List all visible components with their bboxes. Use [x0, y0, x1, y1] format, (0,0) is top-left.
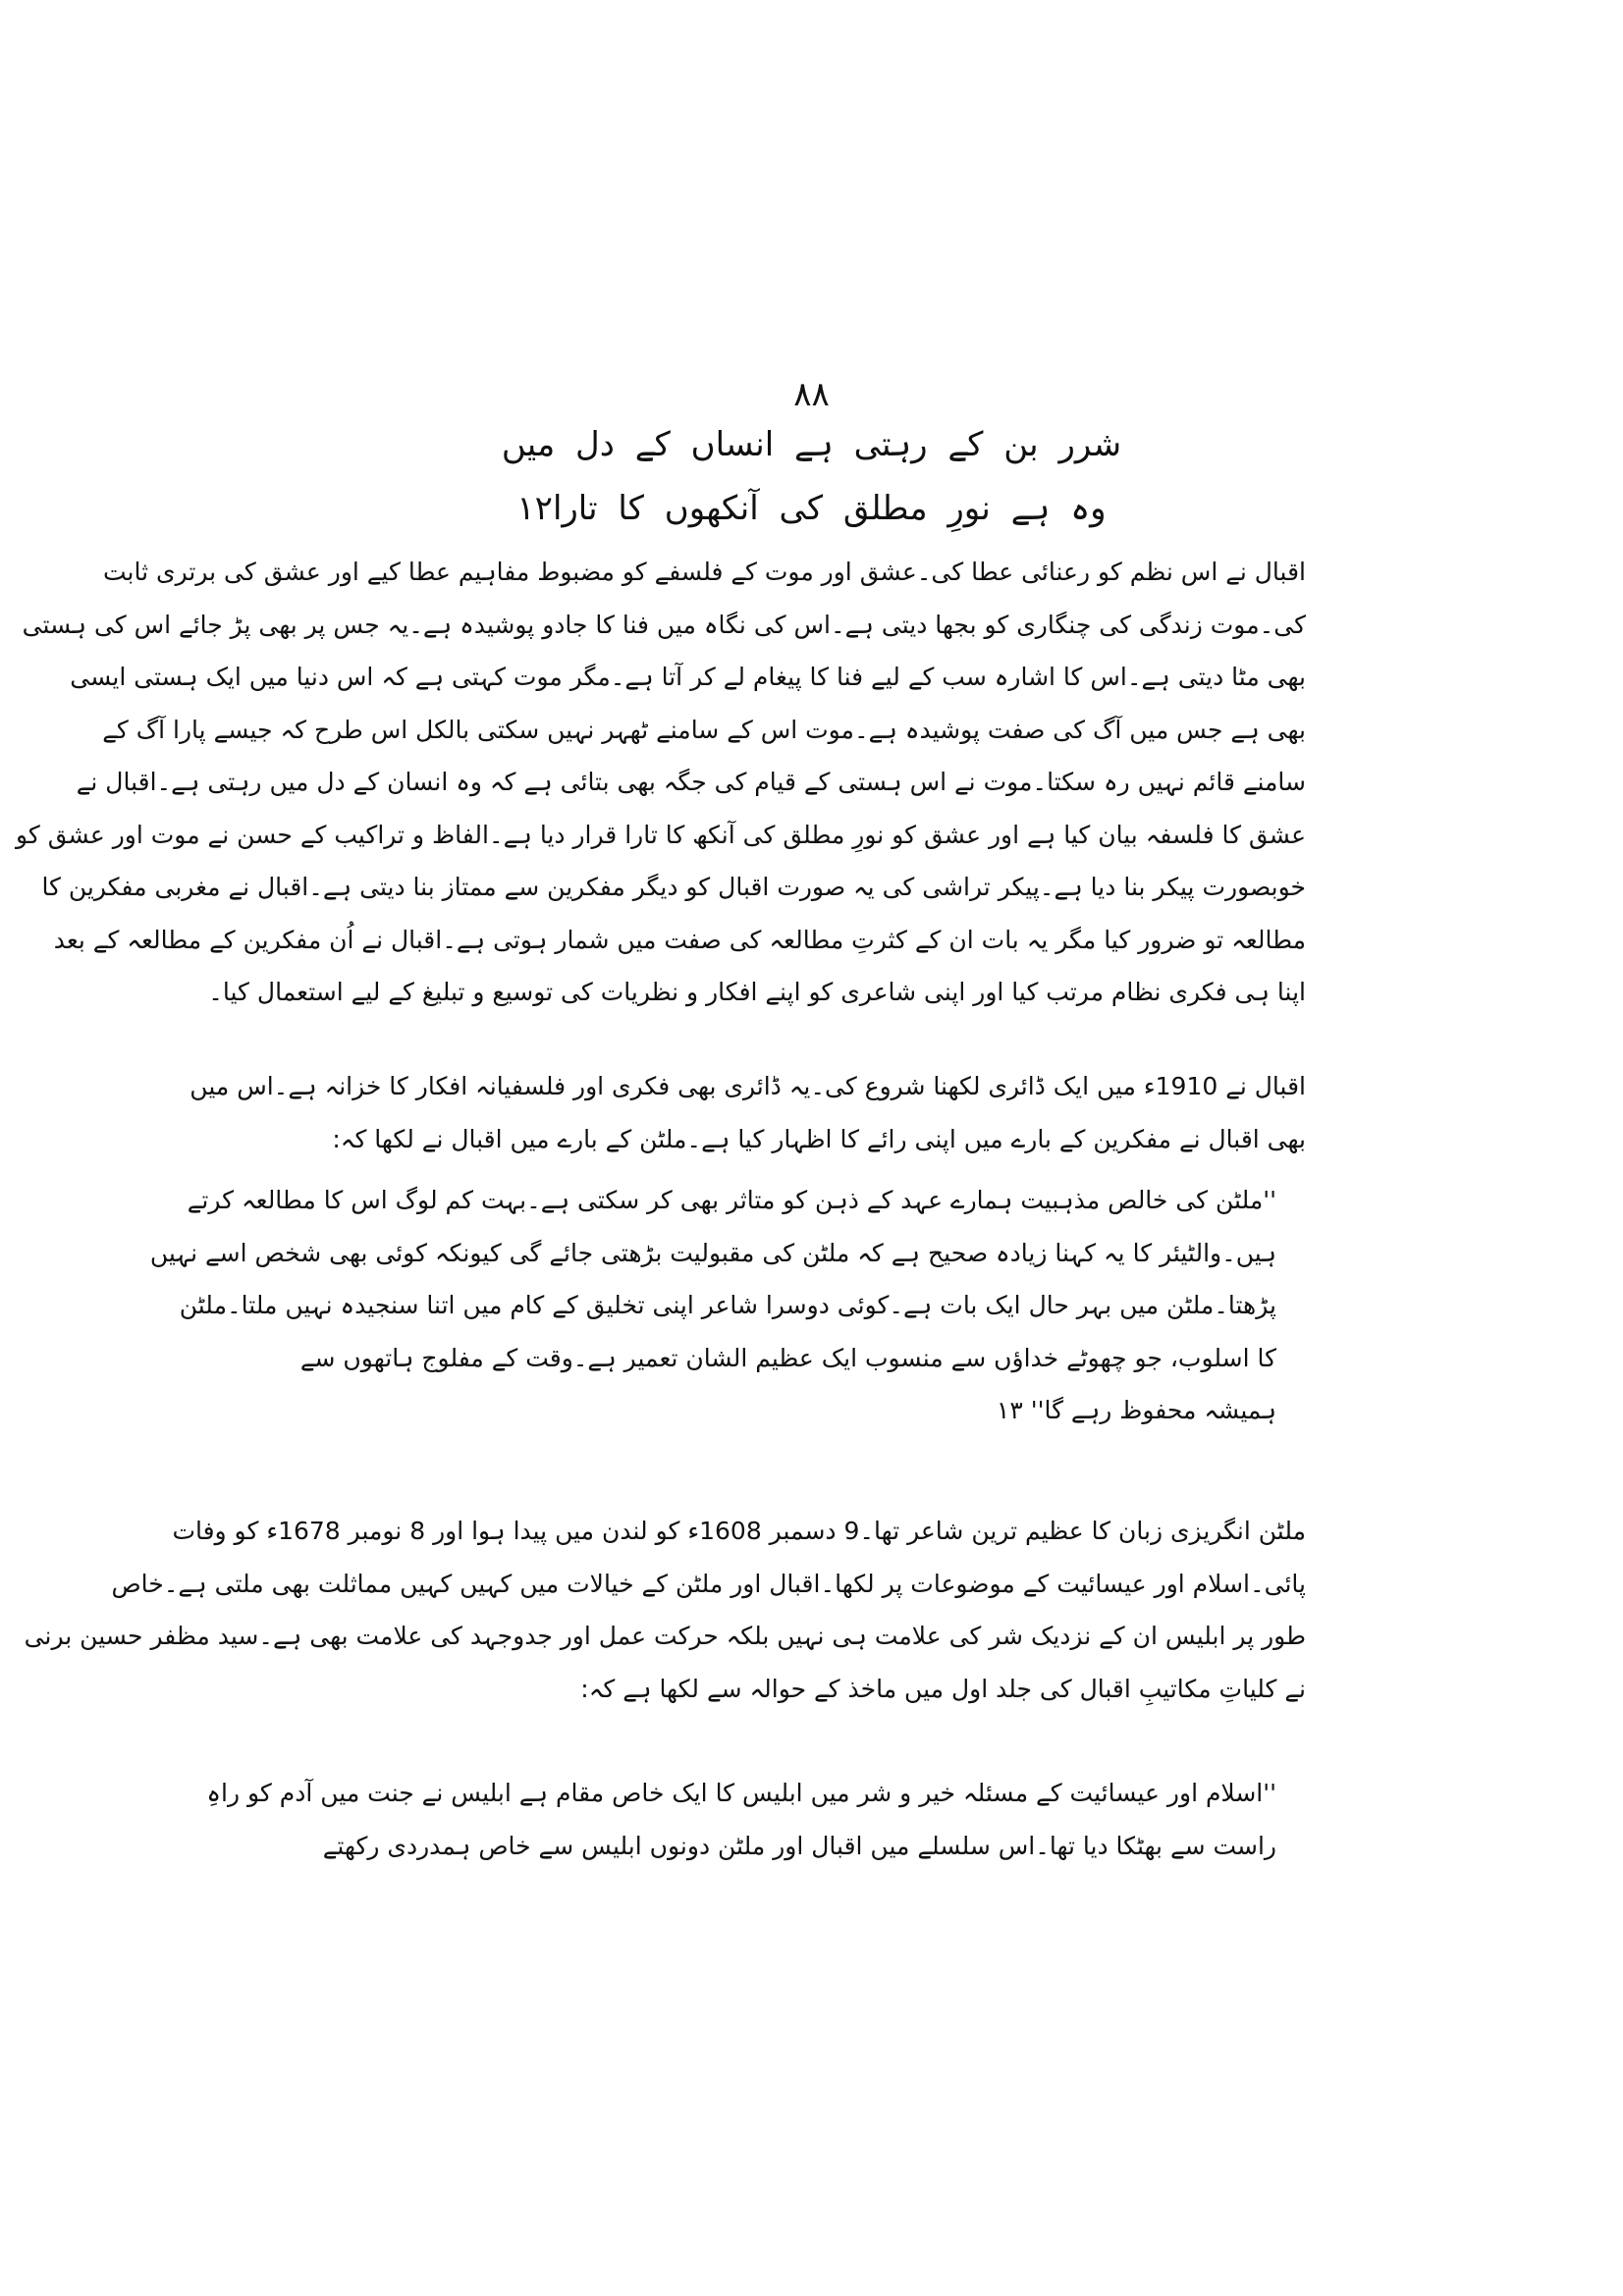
- quote-line: کا اسلوب، جو چھوٹے خداؤں سے منسوب ایک عظیم الشان تعمیر ہے۔وقت کے مفلوج ہاتھوں سے: [299, 1343, 1276, 1372]
- block-quote-1: [149, 1174, 1276, 1437]
- quote-line: ہمیشہ محفوظ رہے گا'' ۱۳: [996, 1396, 1276, 1424]
- paragraph-line: اقبال نے اس نظم کو رعنائی عطا کی۔عشق اور موت کے فلسفے کو مضبوط مفاہیم عطا کیے اور عشق کی برتری ثابت: [103, 558, 1306, 586]
- paragraph-line: ملٹن انگریزی زبان کا عظیم ترین شاعر تھا۔9 دسمبر 1608ء کو لندن میں پیدا ہوا اور 8 نومبر 1678ء کو وفات: [172, 1517, 1306, 1545]
- paragraph-1: [15, 546, 1306, 1019]
- paragraph-line: طور پر ابلیس ان کے نزدیک شر کی علامت ہی نہیں بلکہ حرکت عمل اور جدوجہد کی علامت بھی ہے۔سید مظفر حسین برنی: [24, 1622, 1306, 1650]
- quote-line: پڑھتا۔ملٹن میں بہر حال ایک بات ہے۔کوئی دوسرا شاعر اپنی تخلیق کے کام میں اتنا سنجیدہ نہیں ملتا۔ملٹن: [179, 1291, 1276, 1319]
- paragraph-line: پائی۔اسلام اور عیسائیت کے موضوعات پر لکھا۔اقبال اور ملٹن کے خیالات میں کہیں کہیں مماثلت بھی ملتی ہے۔خاص: [111, 1569, 1306, 1598]
- paragraph-line: بھی ہے جس میں آگ کی صفت پوشیدہ ہے۔موت اس کے سامنے ٹھہر نہیں سکتی بالکل اس طرح کہ جیسے پارا آگ کے: [102, 715, 1306, 744]
- paragraph-line: عشق کا فلسفہ بیان کیا ہے اور عشق کو نورِ مطلق کی آنکھ کا تارا قرار دیا ہے۔الفاظ و تراکیب کے حسن نے موت اور عشق کو: [15, 820, 1306, 849]
- quote-line: ''ملٹن کی خالص مذہبیت ہمارے عہد کے ذہن کو متاثر بھی کر سکتی ہے۔بہت کم لوگ اس کا مطالعہ کرتے: [187, 1186, 1276, 1214]
- paragraph-line: اقبال نے 1910ء میں ایک ڈائری لکھنا شروع کی۔یہ ڈائری بھی فکری اور فلسفیانہ افکار کا خزانہ ہے۔اس میں: [189, 1072, 1306, 1100]
- paragraph-3: [24, 1505, 1306, 1715]
- quote-line: ''اسلام اور عیسائیت کے مسئلہ خیر و شر میں ابلیس کا ایک خاص مقام ہے ابلیس نے جنت میں آدم کو راہِ: [206, 1779, 1276, 1807]
- block-quote-2: [206, 1767, 1276, 1872]
- quote-line: راست سے بھٹکا دیا تھا۔اس سلسلے میں اقبال اور ملٹن دونوں ابلیس سے خاص ہمدردی رکھتے: [322, 1831, 1276, 1860]
- paragraph-line: کی۔موت زندگی کی چنگاری کو بجھا دیتی ہے۔اس کی نگاہ میں فنا کا جادو پوشیدہ ہے۔یہ جس پر بھی پڑ جائے اس کی ہستی: [22, 610, 1306, 639]
- paragraph-line: بھی مٹا دیتی ہے۔اس کا اشارہ سب کے لیے فنا کا پیغام لے کر آتا ہے۔مگر موت کہتی ہے کہ اس دنیا میں ایک ہستی ایسی: [70, 663, 1306, 691]
- paragraph-line: نے کلیاتِ مکاتیبِ اقبال کی جلد اول میں ماخذ کے حوالہ سے لکھا ہے کہ:: [580, 1674, 1306, 1703]
- paragraph-line: خوبصورت پیکر بنا دیا ہے۔پیکر تراشی کی یہ صورت اقبال کو دیگر مفکرین سے ممتاز بنا دیتی ہے۔اقبال نے مغربی مفکرین کا: [41, 873, 1306, 901]
- verse-line-2: وہ ہے نورِ مطلق کی آنکھوں کا تارا۱۲: [516, 489, 1107, 528]
- quote-line: ہیں۔والٹیئر کا یہ کہنا زیادہ صحیح ہے کہ ملٹن کی مقبولیت بڑھتی جائے گی کیونکہ کوئی بھی شخص اسے نہیں: [149, 1238, 1276, 1267]
- paragraph-line: سامنے قائم نہیں رہ سکتا۔موت نے اس ہستی کے قیام کی جگہ بھی بتائی ہے کہ وہ انسان کے دل میں رہتی ہے۔اقبال نے: [76, 768, 1306, 796]
- paragraph-2: [189, 1060, 1306, 1165]
- page-number: ۸۸: [793, 375, 830, 414]
- verse-line-1: شرر بن کے رہتی ہے انساں کے دل میں: [501, 425, 1122, 464]
- paragraph-line: مطالعہ تو ضرور کیا مگر یہ بات ان کے کثرتِ مطالعہ کی صفت میں شمار ہوتی ہے۔اقبال نے اُن مفکرین کے مطالعہ کے بعد: [53, 925, 1306, 954]
- paragraph-line: اپنا ہی فکری نظام مرتب کیا اور اپنی شاعری کو اپنے افکار و نظریات کی توسیع و تبلیغ کے لیے استعمال کیا۔: [208, 978, 1306, 1006]
- paragraph-line: بھی اقبال نے مفکرین کے بارے میں اپنی رائے کا اظہار کیا ہے۔ملٹن کے بارے میں اقبال نے لکھا کہ:: [332, 1124, 1306, 1153]
